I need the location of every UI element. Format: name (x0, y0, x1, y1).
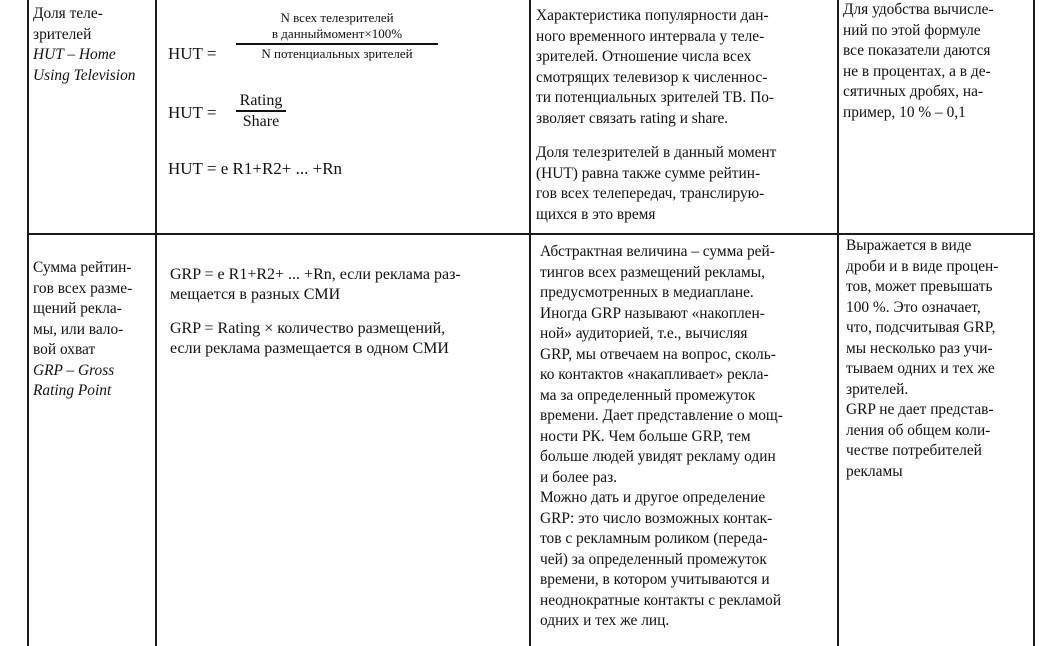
text-line: Иногда GRP называют «накоплен- (540, 304, 765, 322)
text-line: тов с рекламным роликом (переда- (540, 530, 768, 547)
text-line: GRP, мы отвечаем на вопрос, сколь- (540, 345, 776, 363)
text-line: не в процентах, а в де- (843, 62, 991, 80)
text-line: тов, может превышать (846, 278, 993, 295)
text-line: Доля телезрителей в данный момент (536, 144, 777, 161)
row2-term-line: мы, или вало- (33, 320, 124, 338)
text-line: Выражается в виде (846, 237, 972, 254)
text-line: GRP: это число возможных контак- (540, 509, 773, 527)
row2-term-line: гов всех разме- (33, 279, 133, 297)
text-line: щихся в это время (536, 205, 656, 223)
text-line: тываем одних и тех же (846, 360, 995, 377)
fraction-bar (236, 43, 438, 45)
formula-line: GRP = Rating × количество размещений, (170, 320, 446, 337)
hut-formula-sum (168, 159, 342, 179)
row2-term-abbr: GRP – Gross (33, 361, 115, 379)
text-line: ко контактов «накапливает» рекла- (540, 366, 769, 383)
table-row-divider (27, 233, 1035, 235)
row2-note-cell (846, 236, 1032, 482)
formula-lhs: HUT = (168, 44, 217, 63)
text-line: ного временного интервала у теле- (536, 27, 765, 45)
table-divider-col2 (529, 0, 531, 646)
text-line: времени, в котором учитываются и (540, 571, 770, 588)
text-line: времени. Дает представление о мощ- (540, 407, 783, 424)
fraction-numerator: N всех телезрителей (280, 10, 394, 25)
row1-term-line: зрителей (33, 25, 92, 43)
row1-term-abbr: Using Television (33, 66, 136, 84)
text-line: ности РК. Чем больше GRP, тем (540, 427, 751, 445)
row1-term-cell (33, 4, 153, 86)
hut-fraction (236, 10, 438, 62)
text-line: смотрящих телевизор к численнос- (536, 68, 768, 86)
fraction-denominator: Share (242, 112, 280, 130)
row2-term-line: Сумма рейтин- (33, 259, 132, 276)
text-line: зрителей. (846, 380, 909, 398)
row2-formula-cell (170, 265, 526, 359)
table-border-right (1033, 0, 1035, 646)
formula-line: GRP = e R1+R2+ ... +Rn, если реклама раз- (170, 266, 461, 283)
row1-term-abbr: HUT – Home (33, 46, 116, 63)
text-line: чей) за определенный промежуток (540, 550, 767, 568)
fraction-numerator: Rating (239, 92, 283, 109)
text-line: GRP не дает представ- (846, 401, 994, 418)
hut-formula-ratio (168, 44, 216, 64)
text-line: гов всех телепередач, транслирую- (536, 185, 765, 202)
text-line: мы несколько раз учи- (846, 339, 993, 357)
formula-lhs: HUT = (168, 103, 217, 122)
paragraph-gap (536, 129, 828, 143)
formula-line: если реклама размещается в одном СМИ (170, 340, 449, 357)
row2-term-line: щений рекла- (33, 300, 122, 317)
row2-term-line: вой охват (33, 341, 96, 358)
text-line: Для удобства вычисле- (843, 1, 994, 18)
fraction-numerator: в данныймомент×100% (271, 26, 403, 41)
text-line: зволяет связать rating и share. (536, 109, 729, 127)
text-line: сятичных дробях, на- (843, 83, 984, 100)
text-line: честве потребителей (846, 442, 982, 459)
table-divider-col3 (837, 0, 839, 646)
text-line: зрителей. Отношение числа всех (536, 48, 752, 65)
row1-description-cell (536, 6, 828, 225)
text-line: дроби и в виде процен- (846, 257, 999, 275)
text-line: и более раз. (540, 468, 618, 486)
paragraph-gap (170, 305, 526, 319)
formula-line: мещается в разных СМИ (170, 286, 341, 303)
formula-sum-text: HUT = e R1+R2+ ... +Rn (168, 159, 343, 178)
text-line: больше людей увидят рекламу один (540, 448, 776, 465)
text-line: неоднократные контакты с рекламой (540, 591, 782, 609)
text-line: 100 %. Это означает, (846, 298, 981, 316)
text-line: все показатели даются (843, 42, 991, 59)
text-line: ления об общем коли- (846, 421, 991, 439)
fraction-denominator: N потенциальных зрителей (261, 45, 413, 61)
text-line: ной» аудиторией, т.е., вычисляя (540, 325, 748, 342)
text-line: одних и тех же лиц. (540, 612, 670, 629)
text-line: Абстрактная величина – сумма рей- (540, 243, 775, 260)
text-line: ний по этой формуле (843, 21, 981, 39)
text-line: тингов всех размещений рекламы, (540, 263, 765, 281)
text-line: Можно дать и другое определение (540, 489, 766, 506)
row2-term-abbr: Rating Point (33, 382, 112, 399)
hut-formula-rating-share (168, 103, 216, 123)
row1-term-line: Доля теле- (33, 5, 103, 22)
text-line: ма за определенный промежуток (540, 386, 756, 404)
row2-term-cell (33, 258, 155, 402)
text-line: ти потенциальных зрителей ТВ. По- (536, 89, 775, 106)
text-line: что, подсчитывая GRP, (846, 319, 996, 336)
text-line: Характеристика популярности дан- (536, 7, 769, 24)
rating-share-fraction (236, 92, 286, 130)
row1-note-cell (843, 0, 1031, 123)
text-line: пример, 10 % – 0,1 (843, 103, 966, 121)
text-line: (HUT) равна также сумме рейтин- (536, 164, 761, 182)
fraction-bar (236, 110, 286, 112)
row2-description-cell (540, 242, 832, 632)
text-line: предусмотренных в медиаплане. (540, 284, 754, 301)
table-divider-col1 (155, 0, 157, 646)
table-border-left (27, 0, 29, 646)
text-line: рекламы (846, 462, 903, 480)
